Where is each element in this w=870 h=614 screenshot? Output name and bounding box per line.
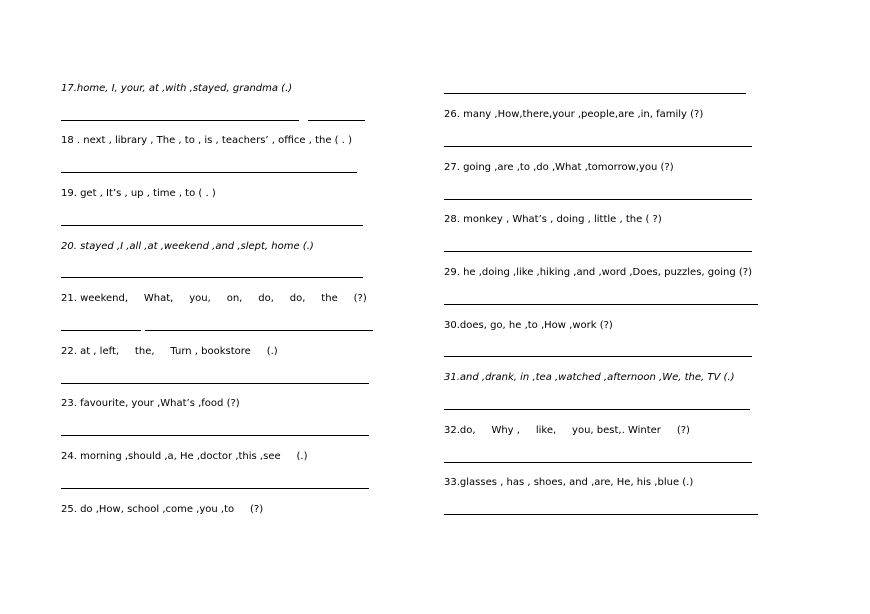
question-22: 22. at , left, the, Turn , bookstore (.) bbox=[61, 346, 278, 357]
answer-line-27[interactable] bbox=[444, 199, 752, 200]
answer-line-30[interactable] bbox=[444, 356, 752, 357]
question-33: 33.glasses , has , shoes, and ,are, He, his ,blue (.) bbox=[444, 477, 694, 488]
question-23: 23. favourite, your ,What’s ,food (?) bbox=[61, 398, 240, 409]
answer-line-29[interactable] bbox=[444, 304, 758, 305]
answer-line-28[interactable] bbox=[444, 251, 752, 252]
answer-line-26[interactable] bbox=[444, 146, 752, 147]
question-32: 32.do, Why , like, you, best,. Winter (?) bbox=[444, 425, 690, 436]
question-27: 27. going ,are ,to ,do ,What ,tomorrow,you (?) bbox=[444, 162, 674, 173]
answer-line-18[interactable] bbox=[61, 172, 357, 173]
answer-line-32[interactable] bbox=[444, 462, 752, 463]
answer-line-21b[interactable] bbox=[145, 330, 373, 331]
question-24: 24. morning ,should ,a, He ,doctor ,this ,see (.) bbox=[61, 451, 308, 462]
answer-line-24[interactable] bbox=[61, 488, 369, 489]
answer-line-17b[interactable] bbox=[308, 120, 365, 121]
question-31: 31.and ,drank, in ,tea ,watched ,afternoon ,We, the, TV (.) bbox=[444, 372, 735, 383]
answer-line-33[interactable] bbox=[444, 514, 758, 515]
answer-line-31[interactable] bbox=[444, 409, 750, 410]
question-26: 26. many ,How,there,your ,people,are ,in, family (?) bbox=[444, 109, 704, 120]
question-17: 17.home, I, your, at ,with ,stayed, grandma (.) bbox=[61, 83, 293, 94]
question-28: 28. monkey , What’s , doing , little , the ( ?) bbox=[444, 214, 662, 225]
answer-line-25[interactable] bbox=[444, 93, 746, 94]
question-19: 19. get , It’s , up , time , to ( . ) bbox=[61, 188, 216, 199]
answer-line-21a[interactable] bbox=[61, 330, 141, 331]
question-29: 29. he ,doing ,like ,hiking ,and ,word ,Does, puzzles, going (?) bbox=[444, 267, 752, 278]
answer-line-19[interactable] bbox=[61, 225, 363, 226]
question-21: 21. weekend, What, you, on, do, do, the (?) bbox=[61, 293, 367, 304]
question-30: 30.does, go, he ,to ,How ,work (?) bbox=[444, 320, 613, 331]
answer-line-22[interactable] bbox=[61, 383, 369, 384]
answer-line-20[interactable] bbox=[61, 277, 363, 278]
answer-line-17a[interactable] bbox=[61, 120, 299, 121]
question-18: 18 . next , library , The , to , is , teachers’ , office , the ( . ) bbox=[61, 135, 353, 146]
question-25: 25. do ,How, school ,come ,you ,to (?) bbox=[61, 504, 264, 515]
answer-line-23[interactable] bbox=[61, 435, 369, 436]
question-20: 20. stayed ,I ,all ,at ,weekend ,and ,slept, home (.) bbox=[61, 241, 314, 252]
